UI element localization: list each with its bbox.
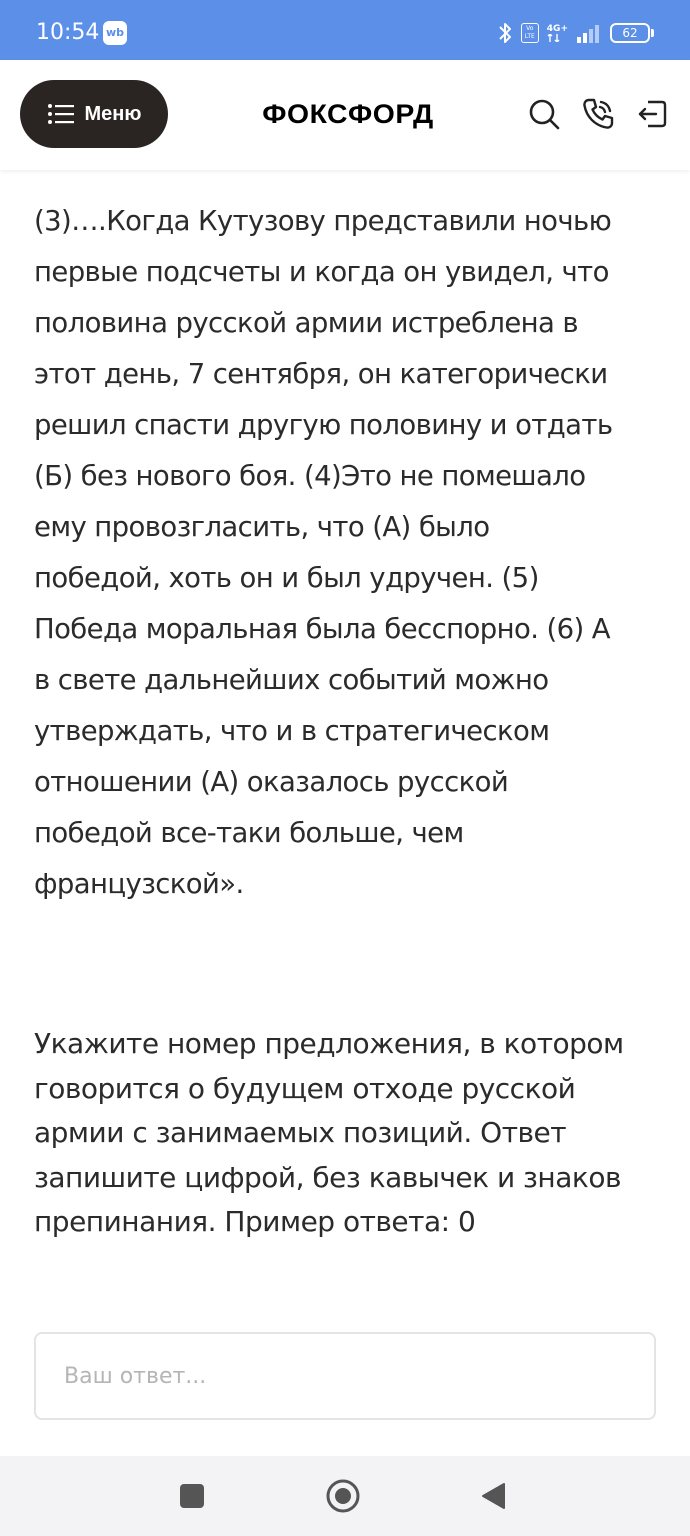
- passage-line: победой, хоть он и был удручен. (5): [34, 562, 539, 594]
- data-arrows-icon: [547, 34, 561, 42]
- battery-icon: 62: [610, 23, 650, 43]
- status-bar: [0, 0, 690, 60]
- passage-line: первые подсчеты и когда он увидел, что: [34, 256, 609, 288]
- home-circle-icon[interactable]: [323, 1476, 363, 1516]
- network-type: 4G+: [546, 24, 568, 34]
- passage-line: победой все-таки больше, чем: [34, 817, 464, 849]
- recents-square-icon[interactable]: [172, 1476, 212, 1516]
- passage-line: французской».: [34, 868, 244, 900]
- wb-app-icon: wb: [103, 21, 127, 45]
- passage-line: решил спасти другую половину и отдать: [34, 409, 613, 441]
- logout-icon[interactable]: [634, 96, 670, 132]
- passage-line: в свете дальнейших событий можно: [34, 664, 549, 696]
- foxford-logo[interactable]: ФОКСФОРД: [262, 99, 434, 129]
- passage-text: [34, 196, 664, 910]
- volte-icon: Vo LTE: [521, 23, 539, 43]
- passage-line: (3)….Когда Кутузову представили ночью: [34, 205, 612, 237]
- passage-line: ему провозгласить, что (А) было: [34, 511, 490, 543]
- search-icon[interactable]: [526, 96, 562, 132]
- answer-input[interactable]: [34, 1332, 656, 1420]
- site-header: [0, 60, 690, 170]
- question-line: Укажите номер предложения, в котором: [34, 1027, 624, 1060]
- signal-icon: [576, 23, 602, 43]
- bluetooth-icon: [497, 21, 513, 45]
- back-triangle-icon[interactable]: [474, 1476, 514, 1516]
- network-indicator: [547, 24, 568, 42]
- passage-line: Победа моральная была бесспорно. (6) А: [34, 613, 610, 645]
- passage-line: (Б) без нового боя. (4)Это не помешало: [34, 460, 586, 492]
- task-question: [34, 1022, 654, 1245]
- phone-icon[interactable]: [580, 96, 616, 132]
- menu-label: Меню: [84, 102, 142, 125]
- question-line: препинания. Пример ответа: 0: [34, 1205, 476, 1238]
- list-icon: [47, 103, 75, 125]
- question-line: армии с занимаемых позиций. Ответ: [34, 1116, 567, 1149]
- passage-line: этот день, 7 сентября, он категорически: [34, 358, 608, 390]
- status-time: 10:54: [36, 20, 100, 45]
- system-nav-bar: [0, 1456, 690, 1536]
- passage-line: половина русской армии истреблена в: [34, 307, 579, 339]
- menu-button[interactable]: [20, 80, 168, 148]
- question-line: говорится о будущем отходе русской: [34, 1071, 576, 1105]
- task-passage: [34, 196, 664, 910]
- passage-line: отношении (А) оказалось русской: [34, 766, 509, 798]
- question-line: запишите цифрой, без кавычек и знаков: [34, 1160, 621, 1194]
- status-icons: [497, 19, 650, 47]
- passage-line: утверждать, что и в стратегическом: [34, 715, 550, 747]
